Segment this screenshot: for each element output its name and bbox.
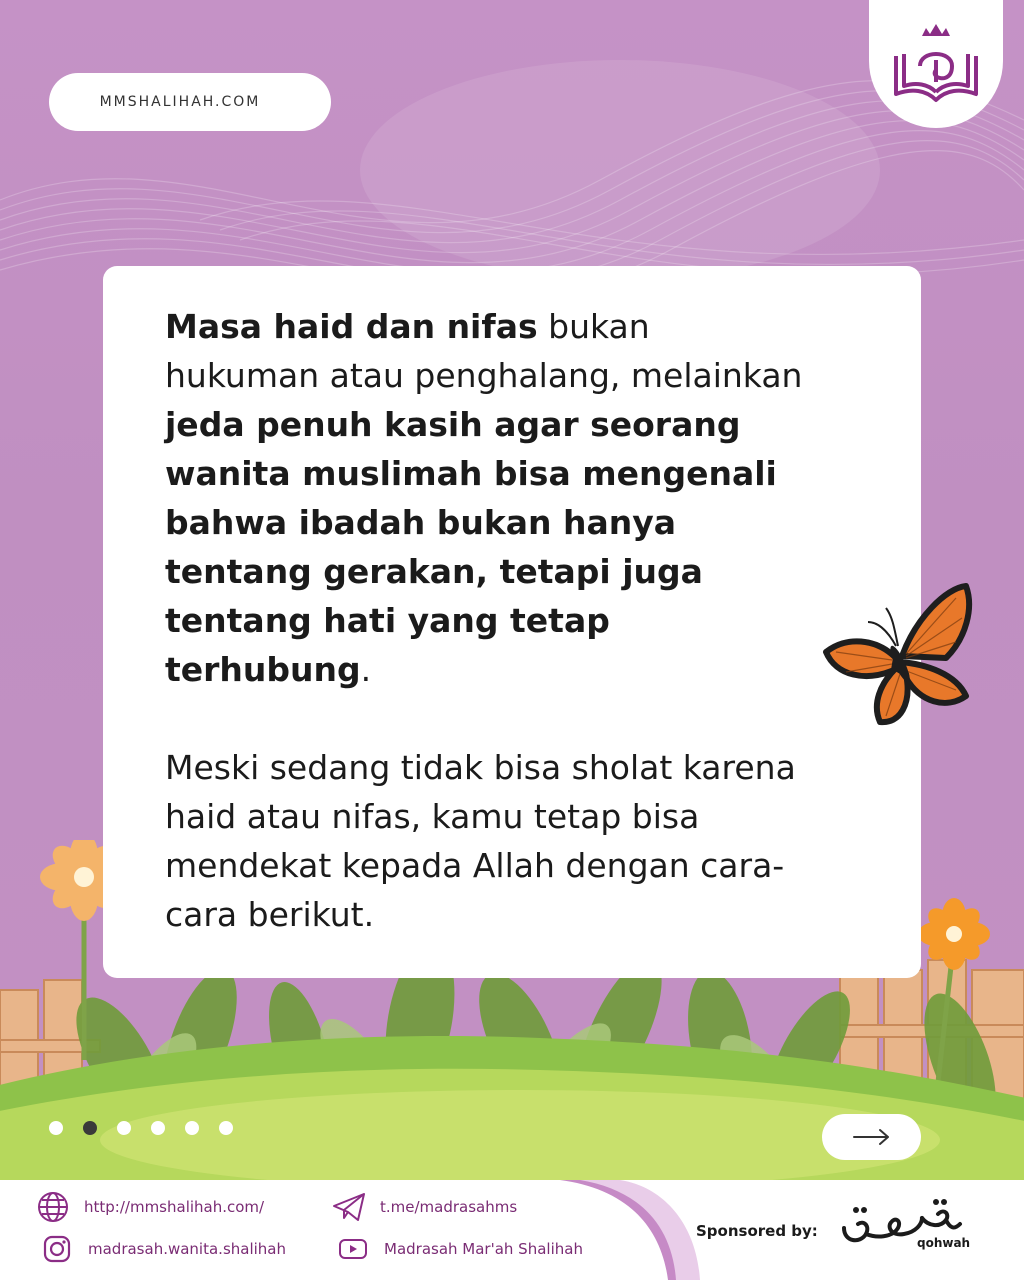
brand-logo-tab <box>869 0 1003 128</box>
page-dot-6[interactable] <box>219 1121 233 1135</box>
telegram-icon <box>332 1190 366 1224</box>
instagram-icon <box>40 1232 74 1266</box>
site-url-pill[interactable] <box>49 73 331 131</box>
content-card <box>103 266 921 978</box>
page-dot-1[interactable] <box>49 1121 63 1135</box>
sponsor-label: Sponsored by: <box>696 1222 818 1240</box>
site-url-label: MMSHALIHAH.COM <box>99 94 261 110</box>
bold-phrase-1: Masa haid dan nifas <box>165 307 538 346</box>
text-phrase-2: . <box>360 650 372 689</box>
footer-youtube[interactable] <box>336 1232 583 1266</box>
arrow-right-icon <box>852 1127 892 1147</box>
paragraph-intro <box>165 302 805 694</box>
butterfly-illustration <box>816 578 976 738</box>
youtube-icon <box>336 1232 370 1266</box>
footer-telegram[interactable] <box>332 1190 517 1224</box>
book-crown-logo <box>884 16 988 112</box>
page-dot-3[interactable] <box>117 1121 131 1135</box>
pagination-dots <box>49 1121 233 1135</box>
sponsor-name: qohwah <box>917 1236 971 1250</box>
bold-phrase-2: jeda penuh kasih agar seorang wanita muslimah bisa mengenali bahwa ibadah bukan hanya tentang gerakan, tetapi juga tentang hati yang tetap terhubung <box>165 405 777 689</box>
card-body-text <box>165 302 805 939</box>
page-dot-5[interactable] <box>185 1121 199 1135</box>
footer-instagram[interactable] <box>40 1232 286 1266</box>
paragraph-followup: Meski sedang tidak bisa sholat karena haid atau nifas, kamu tetap bisa mendekat kepada Allah dengan cara-cara berikut. <box>165 748 796 934</box>
page-dot-2-active[interactable] <box>83 1121 97 1135</box>
telegram-link[interactable]: t.me/madrasahms <box>380 1198 518 1216</box>
page-dot-4[interactable] <box>151 1121 165 1135</box>
footer-bar <box>0 1180 1024 1280</box>
text-phrase-1: bukan hukuman atau penghalang, melainkan <box>165 307 803 395</box>
qohwah-sponsor-logo <box>836 1194 976 1266</box>
instagram-handle[interactable]: madrasah.wanita.shalihah <box>88 1240 286 1258</box>
youtube-channel[interactable]: Madrasah Mar'ah Shalihah <box>384 1240 583 1258</box>
globe-icon <box>36 1190 70 1224</box>
footer-website[interactable] <box>36 1190 264 1224</box>
website-link[interactable]: http://mmshalihah.com/ <box>84 1198 265 1216</box>
next-slide-button[interactable] <box>822 1114 921 1160</box>
